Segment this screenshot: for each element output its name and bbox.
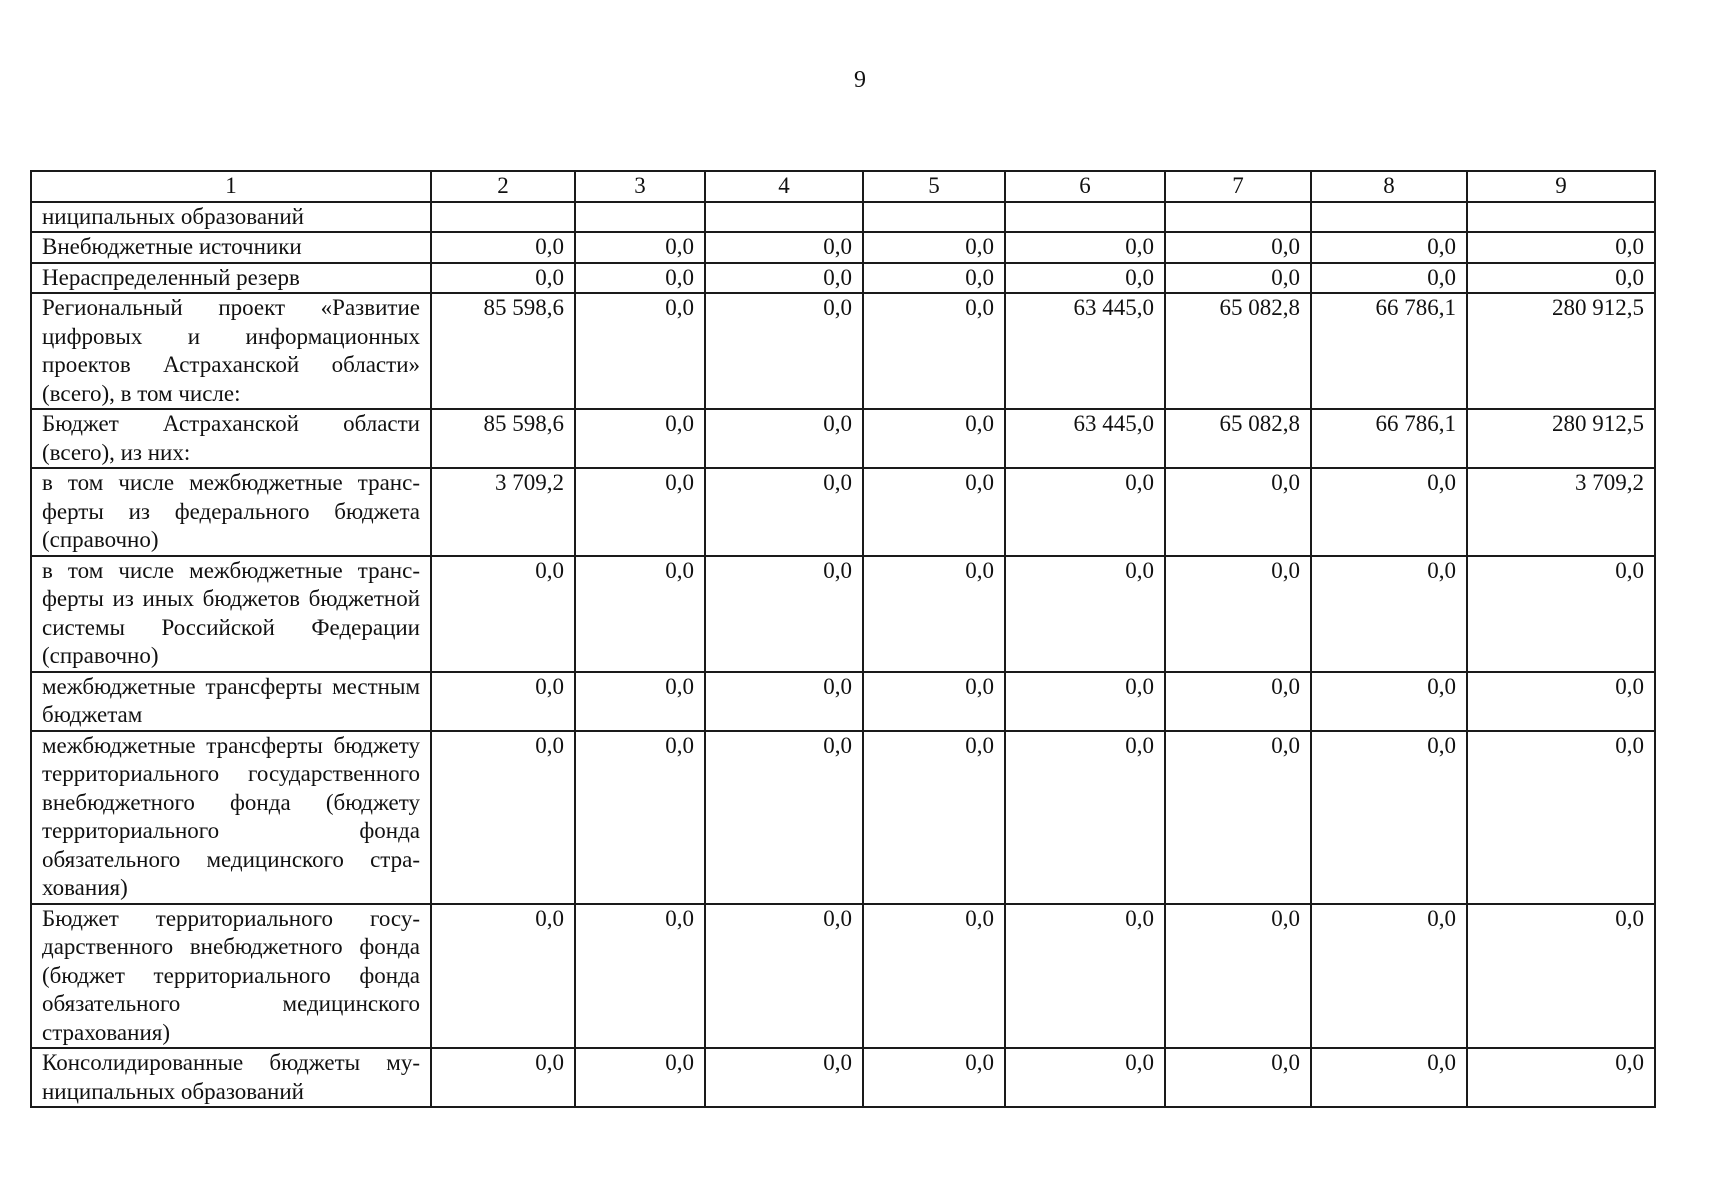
- value-cell: 63 445,0: [1005, 293, 1165, 409]
- column-header: 8: [1311, 171, 1467, 202]
- value-cell: 65 082,8: [1165, 409, 1311, 468]
- column-header: 9: [1467, 171, 1655, 202]
- column-header: 3: [575, 171, 705, 202]
- value-cell: 63 445,0: [1005, 409, 1165, 468]
- value-cell: 0,0: [705, 1048, 863, 1107]
- table-row: [31, 293, 1655, 409]
- value-cell: 0,0: [1005, 672, 1165, 731]
- value-cell: 280 912,5: [1467, 293, 1655, 409]
- table-row: [31, 409, 1655, 468]
- value-cell: 0,0: [1311, 468, 1467, 556]
- value-cell: 0,0: [1467, 904, 1655, 1049]
- value-cell: 0,0: [431, 263, 575, 294]
- value-cell: 0,0: [1311, 1048, 1467, 1107]
- value-cell: [1005, 202, 1165, 233]
- value-cell: [863, 202, 1005, 233]
- value-cell: 0,0: [1467, 263, 1655, 294]
- value-cell: 0,0: [575, 468, 705, 556]
- value-cell: 0,0: [1165, 904, 1311, 1049]
- value-cell: 0,0: [1005, 904, 1165, 1049]
- value-cell: 0,0: [575, 293, 705, 409]
- value-cell: 66 786,1: [1311, 409, 1467, 468]
- row-label: в том числе межбюджетные трансферты из федерального бюджета (справочно): [31, 468, 431, 556]
- value-cell: 3 709,2: [1467, 468, 1655, 556]
- value-cell: 0,0: [863, 468, 1005, 556]
- value-cell: 0,0: [575, 731, 705, 904]
- value-cell: 0,0: [1467, 672, 1655, 731]
- row-label: в том числе межбюджетные трансферты из иных бюджетов бюджетной системы Российской Федерации (справочно): [31, 556, 431, 672]
- budget-table: [30, 170, 1656, 1108]
- value-cell: [575, 202, 705, 233]
- value-cell: 0,0: [705, 904, 863, 1049]
- row-label: Бюджет территориального государственного внебюджетного фонда (бюджет территориального фонда обязательного медицинского страхования): [31, 904, 431, 1049]
- value-cell: 0,0: [431, 1048, 575, 1107]
- value-cell: 0,0: [863, 556, 1005, 672]
- table-body: [31, 202, 1655, 1108]
- value-cell: 0,0: [575, 556, 705, 672]
- value-cell: 0,0: [575, 672, 705, 731]
- column-header: 6: [1005, 171, 1165, 202]
- value-cell: [705, 202, 863, 233]
- table-row: [31, 202, 1655, 233]
- value-cell: 0,0: [863, 904, 1005, 1049]
- value-cell: 0,0: [705, 731, 863, 904]
- table-row: [31, 731, 1655, 904]
- row-label: Консолидированные бюджеты муниципальных образований: [31, 1048, 431, 1107]
- value-cell: 0,0: [863, 293, 1005, 409]
- table-header-row: [31, 171, 1655, 202]
- value-cell: 0,0: [575, 263, 705, 294]
- value-cell: [1165, 202, 1311, 233]
- value-cell: 0,0: [705, 293, 863, 409]
- value-cell: 0,0: [863, 731, 1005, 904]
- table-row: [31, 263, 1655, 294]
- value-cell: 0,0: [1467, 556, 1655, 672]
- value-cell: 0,0: [1165, 731, 1311, 904]
- row-label: ниципальных образований: [31, 202, 431, 233]
- table-row: [31, 232, 1655, 263]
- value-cell: 0,0: [863, 232, 1005, 263]
- value-cell: 280 912,5: [1467, 409, 1655, 468]
- value-cell: 0,0: [705, 556, 863, 672]
- value-cell: 0,0: [1165, 232, 1311, 263]
- table-row: [31, 904, 1655, 1049]
- value-cell: 0,0: [1165, 468, 1311, 556]
- value-cell: 0,0: [863, 672, 1005, 731]
- column-header: 4: [705, 171, 863, 202]
- value-cell: 0,0: [1165, 263, 1311, 294]
- value-cell: 0,0: [575, 232, 705, 263]
- row-label: Региональный проект «Развитие цифровых и информационных проектов Астраханской области» (всего), в том числе:: [31, 293, 431, 409]
- value-cell: [1467, 202, 1655, 233]
- value-cell: 0,0: [1311, 263, 1467, 294]
- value-cell: 0,0: [863, 1048, 1005, 1107]
- value-cell: 0,0: [1311, 556, 1467, 672]
- value-cell: 0,0: [1005, 468, 1165, 556]
- value-cell: 3 709,2: [431, 468, 575, 556]
- value-cell: 0,0: [1311, 232, 1467, 263]
- value-cell: 0,0: [705, 232, 863, 263]
- row-label: межбюджетные трансферты бюджету территориального государственного внебюджетного фонда (бюджету территориального фонда обязательного медицинского страхования): [31, 731, 431, 904]
- value-cell: 65 082,8: [1165, 293, 1311, 409]
- table-row: [31, 672, 1655, 731]
- column-header: 2: [431, 171, 575, 202]
- column-header: 7: [1165, 171, 1311, 202]
- value-cell: 0,0: [1005, 263, 1165, 294]
- value-cell: 0,0: [575, 1048, 705, 1107]
- value-cell: 0,0: [1467, 1048, 1655, 1107]
- column-header: 1: [31, 171, 431, 202]
- value-cell: [431, 202, 575, 233]
- column-header: 5: [863, 171, 1005, 202]
- value-cell: 85 598,6: [431, 293, 575, 409]
- row-label: Внебюджетные источники: [31, 232, 431, 263]
- row-label: Бюджет Астраханской области (всего), из них:: [31, 409, 431, 468]
- value-cell: 85 598,6: [431, 409, 575, 468]
- value-cell: [1311, 202, 1467, 233]
- value-cell: 0,0: [431, 232, 575, 263]
- value-cell: 0,0: [1165, 556, 1311, 672]
- value-cell: 0,0: [863, 409, 1005, 468]
- value-cell: 0,0: [1005, 556, 1165, 672]
- page-number: 9: [854, 67, 866, 93]
- table-row: [31, 468, 1655, 556]
- table-row: [31, 556, 1655, 672]
- value-cell: 0,0: [1311, 731, 1467, 904]
- value-cell: 0,0: [1311, 672, 1467, 731]
- value-cell: 0,0: [575, 409, 705, 468]
- value-cell: 0,0: [863, 263, 1005, 294]
- value-cell: 0,0: [1005, 1048, 1165, 1107]
- value-cell: 0,0: [1467, 731, 1655, 904]
- value-cell: 0,0: [431, 731, 575, 904]
- row-label: Нераспределенный резерв: [31, 263, 431, 294]
- value-cell: 0,0: [705, 672, 863, 731]
- value-cell: 0,0: [1165, 672, 1311, 731]
- value-cell: 0,0: [431, 904, 575, 1049]
- value-cell: 66 786,1: [1311, 293, 1467, 409]
- table-row: [31, 1048, 1655, 1107]
- value-cell: 0,0: [575, 904, 705, 1049]
- value-cell: 0,0: [431, 556, 575, 672]
- value-cell: 0,0: [705, 409, 863, 468]
- value-cell: 0,0: [705, 263, 863, 294]
- value-cell: 0,0: [1467, 232, 1655, 263]
- value-cell: 0,0: [431, 672, 575, 731]
- row-label: межбюджетные трансферты местным бюджетам: [31, 672, 431, 731]
- value-cell: 0,0: [705, 468, 863, 556]
- value-cell: 0,0: [1165, 1048, 1311, 1107]
- budget-table-container: [30, 170, 1654, 1108]
- value-cell: 0,0: [1005, 232, 1165, 263]
- value-cell: 0,0: [1005, 731, 1165, 904]
- value-cell: 0,0: [1311, 904, 1467, 1049]
